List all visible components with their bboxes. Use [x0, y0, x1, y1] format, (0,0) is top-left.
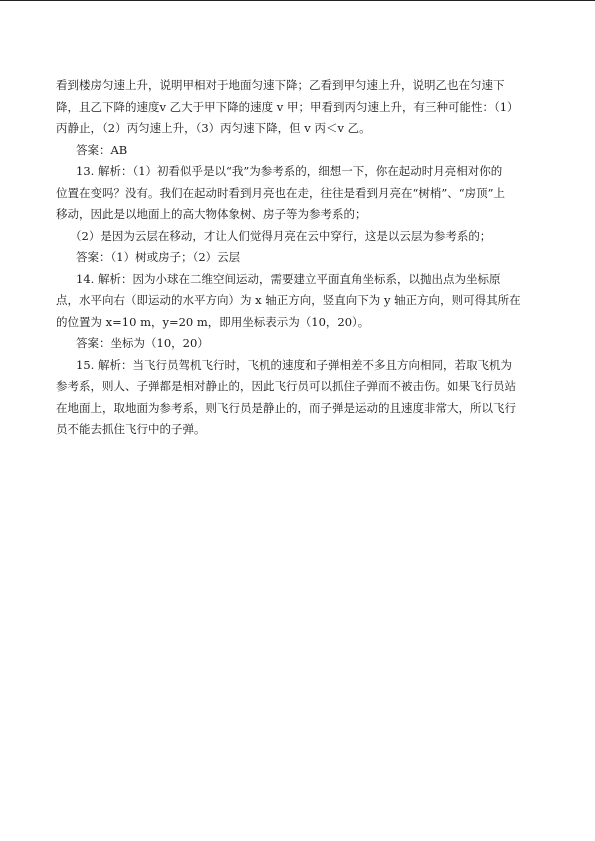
text-line: 13. 解析：（1）初看似乎是以“我”为参考系的，细想一下，你在起动时月亮相对你的 [76, 164, 503, 178]
text-line: 15. 解析：当飞行员驾机飞行时，飞机的速度和子弹相差不多且方向相同，若取飞机为 [76, 357, 512, 372]
paragraph-15 [56, 355, 546, 441]
answer-13: 答案：（1）树或房子；（2）云层 [76, 250, 241, 264]
paragraph-12-continued [56, 75, 546, 140]
text-line: 在地面上，取地面为参考系，则飞行员是静止的，而子弹是运动的且速度非常大，所以飞行 [56, 400, 516, 415]
paragraph-13 [56, 161, 546, 226]
text-line: 位置在变吗？没有。我们在起动时看到月亮也在走，往往是看到月亮在“树梢”、“房顶”上 [56, 185, 506, 200]
text-line: 员不能去抓住飞行中的子弹。 [56, 422, 206, 436]
text-line: 的位置为 x=10 m，y=20 m，即用坐标表示为（10，20）。 [56, 314, 370, 329]
text-line: 降，且乙下降的速度v 乙大于甲下降的速度 v 甲；甲看到丙匀速上升，有三种可能性：（1） [56, 99, 519, 114]
text-line: 14. 解析：因为小球在二维空间运动，需要建立平面直角坐标系，以抛出点为坐标原 [76, 271, 501, 286]
text-line: 参考系，则人、子弹都是相对静止的，因此飞行员可以抓住子弹而不被击伤。如果飞行员站 [56, 379, 516, 393]
text-line: 看到楼房匀速上升，说明甲相对于地面匀速下降；乙看到甲匀速上升，说明乙也在匀速下 [56, 78, 505, 92]
answer-14: 答案：坐标为（10，20） [76, 336, 209, 350]
header-rule [0, 0, 595, 1]
paragraph-13-part2: （2）是因为云层在移动，才让人们觉得月亮在云中穿行，这是以云层为参考系的； [70, 228, 492, 243]
text-line: 丙静止，（2）丙匀速上升，（3）丙匀速下降，但 v 丙＜v 乙。 [56, 121, 371, 135]
document-body [56, 75, 546, 441]
text-line: 点，水平向右（即运动的水平方向）为 x 轴正方向，竖直向下为 y 轴正方向，则可得其所在 [56, 293, 521, 307]
answer-12: 答案：AB [76, 142, 128, 157]
text-line: 移动，因此是以地面上的高大物体象树、房子等为参考系的； [56, 207, 367, 221]
paragraph-14 [56, 269, 546, 334]
